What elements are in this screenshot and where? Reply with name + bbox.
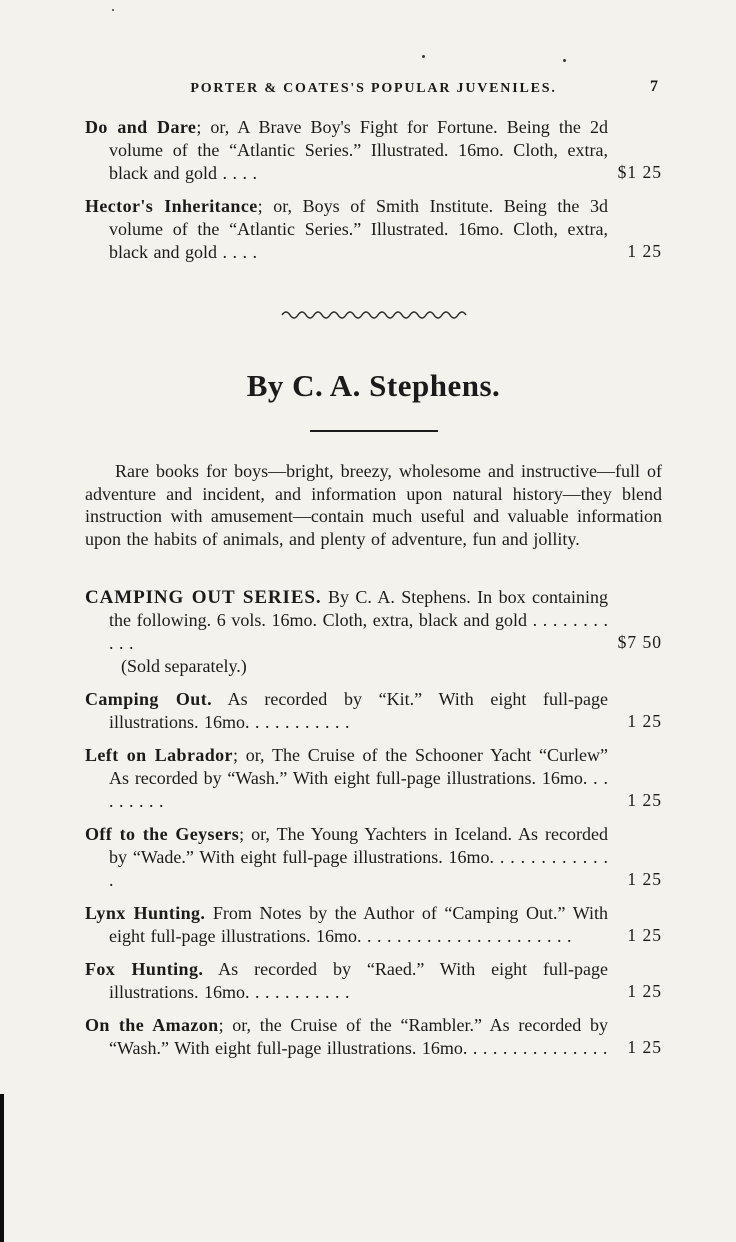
book-entry-text [85,823,608,892]
book-price: $1 25 [617,162,662,182]
book-entry [85,744,662,813]
book-entry [85,195,662,264]
book-price: 1 25 [627,925,662,945]
scan-edge-artifact [0,1094,4,1242]
book-description: ; or, The Cruise of the Schooner Yacht “Curlew” As recorded by “Wash.” With eight full-page illustrations. 16mo. . . . . . . . . [109,745,609,811]
book-price: 1 25 [627,241,662,261]
book-entry-text [85,195,608,264]
book-entry-text [85,1014,608,1060]
book-price: $7 50 [617,632,662,652]
book-description: As recorded by “Raed.” With eight full-page illustrations. 16mo. . . . . . . . . . . [109,959,608,1002]
book-entry-row [85,902,662,948]
ink-speck [563,59,566,62]
book-title: Left on Labrador [85,745,233,765]
book-entry-row [85,688,662,734]
top-entries [85,116,662,264]
book-description: ; or, A Brave Boy's Fight for Fortune. Being the 2d volume of the “Atlantic Series.” Illustrated. 16mo. Cloth, extra, black and gold . . . . [109,117,608,183]
book-price: 1 25 [627,711,662,731]
heading-rule [310,430,438,432]
book-description: By C. A. Stephens. In box containing the following. 6 vols. 16mo. Cloth, extra, black and gold . . . . . . . . . . . [109,587,608,653]
book-entry-row [85,1014,662,1060]
book-entry-text [85,902,608,948]
book-entry-text [85,958,608,1004]
book-title: Lynx Hunting. [85,903,206,923]
book-price: 1 25 [627,790,662,810]
book-entry [85,688,662,734]
book-entry-text [85,586,608,655]
section-intro: Rare books for boys—bright, breezy, wholesome and instructive—full of adventure and incident, and information upon natural history—they blend instruction with amusement—contain much useful and valuable information upon the habits of animals, and plenty of adventure, fun and jollity. [85,461,662,549]
book-title: CAMPING OUT SERIES. [85,587,322,608]
book-entry-text [85,116,608,185]
book-entry [85,823,662,892]
book-description: From Notes by the Author of “Camping Out.” With eight full-page illustrations. 16mo. . . . . . . . . . . . . . . . . . . . . . [109,903,608,946]
ink-speck [422,55,425,58]
running-head [85,78,662,102]
wavy-divider [280,308,468,320]
book-entry [85,116,662,185]
book-title: Camping Out. [85,689,212,709]
book-entry [85,1014,662,1060]
book-entry [85,958,662,1004]
running-title: PORTER & COATES'S POPULAR JUVENILES. [190,81,557,96]
book-description: ; or, the Cruise of the “Rambler.” As recorded by “Wash.” With eight full-page illustrations. 16mo. . . . . . . . . . . . . . . [109,1015,608,1058]
page-body [85,78,662,1070]
book-price: 1 25 [627,981,662,1001]
book-title: Hector's Inheritance [85,196,258,216]
book-entry-row [85,958,662,1004]
book-title: Fox Hunting. [85,959,204,979]
book-title: Do and Dare [85,117,197,137]
book-entry-text [85,744,608,813]
book-entry-row [85,195,662,264]
book-entry-row [85,823,662,892]
book-title: On the Amazon [85,1015,219,1035]
book-description: ; or, The Young Yachters in Iceland. As recorded by “Wade.” With eight full-page illustrations. 16mo. . . . . . . . . . . . . [109,824,609,890]
page-number: 7 [650,78,658,95]
book-title: Off to the Geysers [85,824,240,844]
book-entries-list [85,586,662,1060]
book-note: (Sold separately.) [121,656,247,676]
book-entry [85,586,662,678]
section-heading: By C. A. Stephens. [246,368,501,403]
book-price: 1 25 [627,869,662,889]
book-description: As recorded by “Kit.” With eight full-page illustrations. 16mo. . . . . . . . . . . [109,689,608,732]
book-entry [85,902,662,948]
book-entry-text [85,688,608,734]
book-price: 1 25 [627,1037,662,1057]
book-entry-row [85,116,662,185]
book-entry-row [85,586,662,655]
book-description: ; or, Boys of Smith Institute. Being the 3d volume of the “Atlantic Series.” Illustrated. 16mo. Cloth, extra, black and gold . . . . [109,196,608,262]
book-entry-row [85,744,662,813]
ink-speck [112,9,114,11]
